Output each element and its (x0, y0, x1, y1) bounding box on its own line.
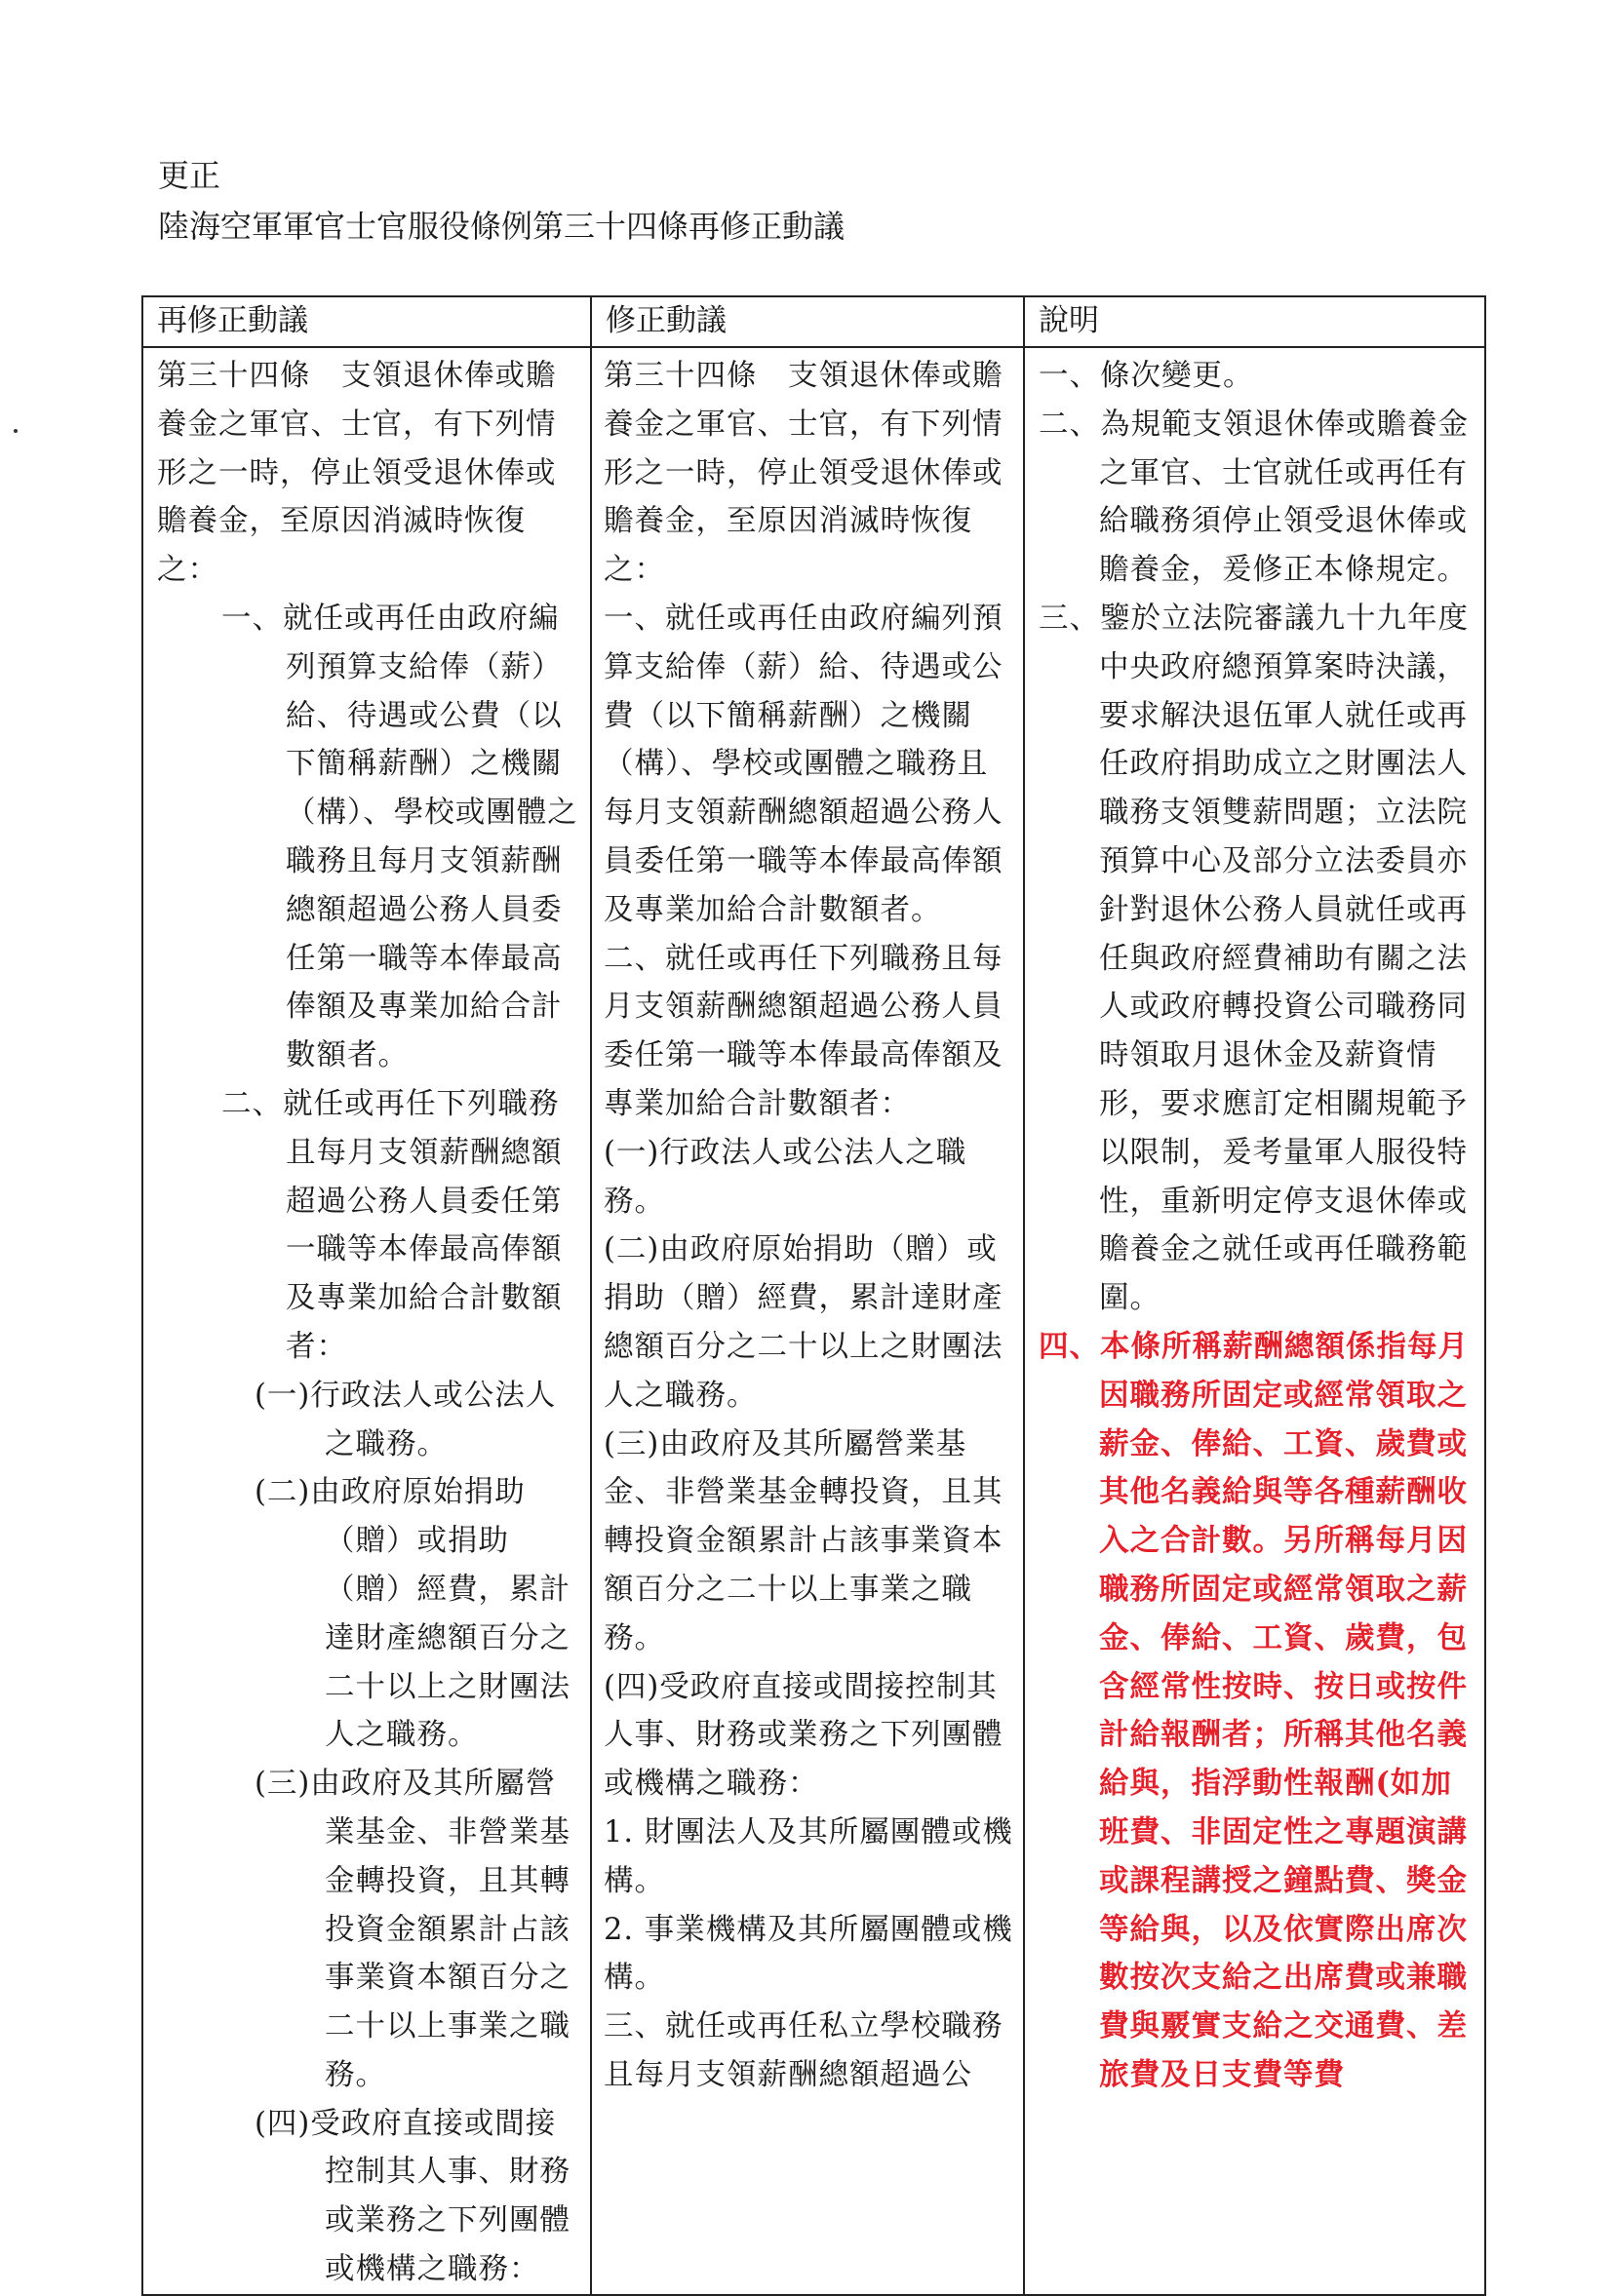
amendment-paragraph: 第三十四條 支領退休俸或贍養金之軍官、士官，有下列情形之一時，停止領受退休俸或贍養金，至原因消滅時恢復之： (604, 359, 1003, 588)
table-body-row (142, 347, 1485, 2295)
amendment-column (591, 347, 1024, 2295)
explanation-paragraph: 二、為規範支領退休俸或贍養金之軍官、士官就任或再任有給職務須停止領受退休俸或贍養金，爰修正本條規定。 (1039, 407, 1469, 588)
document-title: 陸海空軍軍官士官服役條例第三十四條再修正動議 (158, 208, 846, 245)
header-explanation: 說明 (1024, 296, 1485, 347)
amendment-paragraph: 二、就任或再任下列職務且每月支領薪酬總額超過公務人員委任第一職等本俸最高俸額及專業加給合計數額者： (604, 941, 1003, 1121)
amendment-paragraph: (一)行政法人或公法人之職務。 (604, 1135, 967, 1219)
amendment-paragraph: (二)由政府原始捐助（贈）或捐助（贈）經費，累計達財產總額百分之二十以上之財團法人之職務。 (604, 1232, 1003, 1413)
explanation-paragraph: 三、鑒於立法院審議九十九年度中央政府總預算案時決議，要求解決退伍軍人就任或再任政府捐助成立之財團法人職務支領雙薪問題；立法院預算中心及部分立法委員亦針對退休公務人員就任或再任與政府經費補助有關之法人或政府轉投資公司職務同時領取月退休金及薪資情形，要求應訂定相關規範予以限制，爰考量軍人服役特性，重新明定停支退休俸或贍養金之就任或再任職務範圍。 (1039, 601, 1469, 1316)
re-amendment-paragraph: 一、就任或再任由政府編列預算支給俸（薪）給、待遇或公費（以下簡稱薪酬）之機關（構）、學校或團體之職務且每月支領薪酬總額超過公務人員委任第一職等本俸最高俸額及專業加給合計數額者。 (221, 601, 578, 1073)
re-amendment-column (142, 347, 591, 2295)
amendment-paragraph: 一、就任或再任由政府編列預算支給俸（薪）給、待遇或公費（以下簡稱薪酬）之機關（構）、學校或團體之職務且每月支領薪酬總額超過公務人員委任第一職等本俸最高俸額及專業加給合計數額者。 (604, 601, 1003, 927)
amendment-paragraph: 2. 事業機構及其所屬團體或機構。 (604, 1912, 1013, 1996)
table-header-row (142, 296, 1485, 347)
re-amendment-paragraph: (二)由政府原始捐助（贈）或捐助（贈）經費，累計達財產總額百分之二十以上之財團法人之職務。 (255, 1475, 570, 1753)
explanation-paragraph: 一、條次變更。 (1039, 359, 1254, 393)
comparison-table (141, 295, 1486, 2296)
header-amendment: 修正動議 (591, 296, 1024, 347)
header-re-amendment: 再修正動議 (142, 296, 591, 347)
amendment-paragraph: 1. 財團法人及其所屬團體或機構。 (604, 1814, 1013, 1898)
re-amendment-paragraph: (四)受政府直接或間接控制其人事、財務或業務之下列團體或機構之職務： (255, 2106, 570, 2287)
explanation-paragraph: 四、本條所稱薪酬總額係指每月因職務所固定或經常領取之薪金、俸給、工資、歲費或其他名義給與等各種薪酬收入之合計數。另所稱每月因職務所固定或經常領取之薪金、俸給、工資、歲費，包含經常性按時、按日或按件計給報酬者；所稱其他名義給與，指浮動性報酬(如加班費、非固定性之專題演講或課程講授之鐘點費、獎金等給與，以及依實際出席次數按次支給之出席費或兼職費與覈實支給之交通費、差旅費及日支費等費 (1039, 1328, 1469, 2092)
amendment-paragraph: 三、就任或再任私立學校職務且每月支領薪酬總額超過公 (604, 2009, 1003, 2092)
re-amendment-paragraph: 二、就任或再任下列職務且每月支領薪酬總額超過公務人員委任第一職等本俸最高俸額及專業加給合計數額者： (221, 1086, 563, 1364)
explanation-column (1024, 347, 1485, 2295)
correction-label: 更正 (158, 157, 221, 194)
amendment-paragraph: (三)由政府及其所屬營業基金、非營業基金轉投資，且其轉投資金額累計占該事業資本額百分之二十以上事業之職務。 (604, 1426, 1003, 1655)
re-amendment-paragraph: (一)行政法人或公法人之職務。 (255, 1378, 557, 1461)
re-amendment-paragraph: (三)由政府及其所屬營業基金、非營業基金轉投資，且其轉投資金額累計占該事業資本額百分之二十以上事業之職務。 (255, 1767, 570, 2092)
re-amendment-paragraph: 第三十四條 支領退休俸或贍養金之軍官、士官，有下列情形之一時，停止領受退休俸或贍養金，至原因消滅時恢復之： (157, 359, 557, 588)
scan-speck (14, 429, 18, 433)
amendment-paragraph: (四)受政府直接或間接控制其人事、財務或業務之下列團體或機構之職務： (604, 1669, 1003, 1802)
